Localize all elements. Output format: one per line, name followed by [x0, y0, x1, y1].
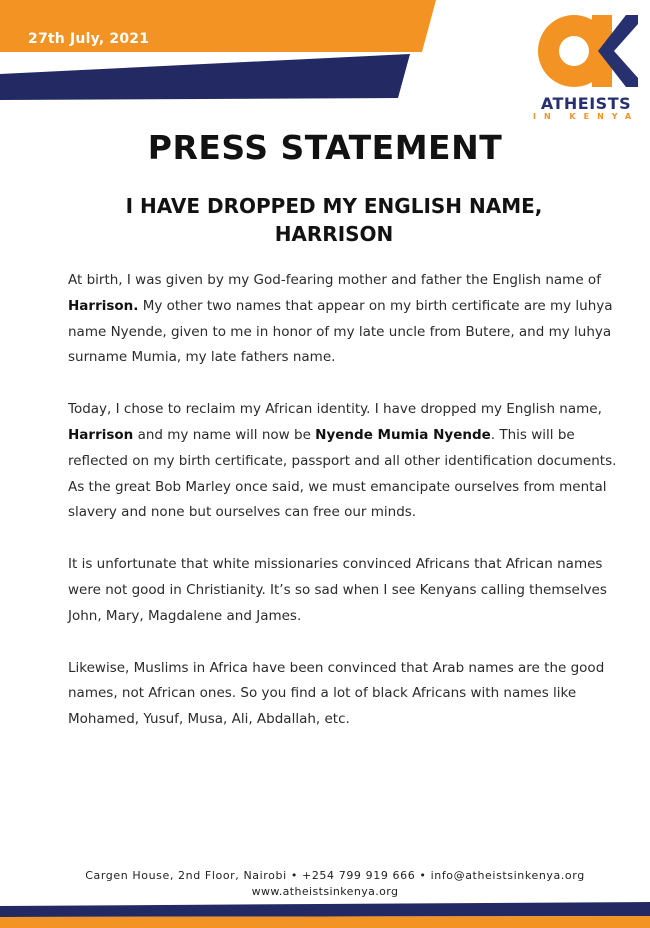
- statement-subtitle: I HAVE DROPPED MY ENGLISH NAME, HARRISON: [125, 194, 543, 246]
- press-date: 27th July, 2021: [28, 31, 150, 47]
- ak-monogram-icon: [534, 10, 638, 92]
- bold-name: Harrison.: [68, 297, 139, 314]
- paragraph-4: Likewise, Muslims in Africa have been convinced that Arab names are the good names, not African ones. So you find a lot of black Africans with names like Mohamed, Yusuf, Musa, Ali, Abdallah, etc.: [68, 659, 605, 728]
- paragraph-2-text-mid: and my name will now be: [133, 426, 316, 443]
- statement-body: [68, 268, 628, 759]
- paragraph-1-text: At birth, I was given by my God-fearing mother and father the English name of: [68, 272, 601, 288]
- paragraph-2-text-cont: . This will be reflected on my birth certificate, passport and all other identification documents. As the great Bob Marley once said, we must emancipate ourselves from mental slavery and none but ourselves can free our minds.: [68, 426, 617, 521]
- logo-name: ATHEISTS: [540, 94, 632, 113]
- paragraph-1: [68, 268, 628, 371]
- footer-band: [0, 900, 650, 928]
- atheists-in-kenya-logo: [524, 10, 644, 128]
- paragraph-2: [68, 397, 628, 526]
- paragraph-1-text-cont: My other two names that appear on my birth certificate are my luhya name Nyende, given to me in honor of my late uncle from Butere, and my luhya surname Mumia, my late fathers name.: [68, 297, 613, 366]
- logo-subtitle: IN KENYA: [532, 112, 640, 121]
- bold-old-name: Harrison: [68, 426, 134, 443]
- paragraph-3: It is unfortunate that white missionaries convinced Africans that African names were not good in Christianity. It’s so sad when I see Kenyans calling themselves John, Mary, Magdalene and James.: [68, 556, 607, 624]
- footer-website: www.atheistsinkenya.org: [251, 885, 399, 898]
- bold-new-name: Nyende Mumia Nyende: [315, 426, 491, 443]
- page-title: PRESS STATEMENT: [147, 128, 503, 167]
- footer-contact: Cargen House, 2nd Floor, Nairobi • +254 799 919 666 • info@atheistsinkenya.org: [85, 869, 585, 882]
- paragraph-2-text: Today, I chose to reclaim my African identity. I have dropped my English name,: [68, 401, 602, 418]
